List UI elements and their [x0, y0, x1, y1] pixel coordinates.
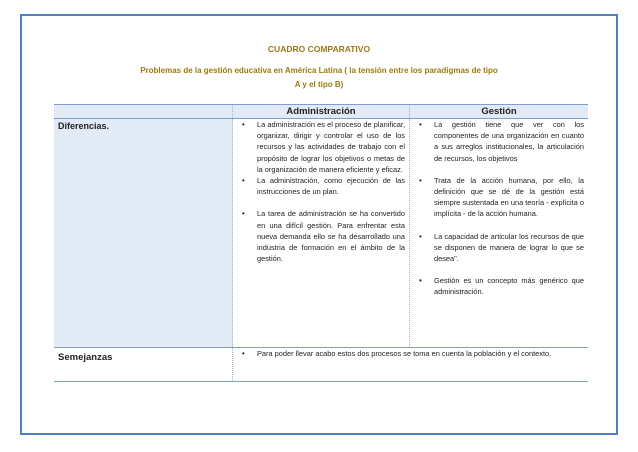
document-subtitle-line1: Problemas de la gestión educativa en América Latina ( la tensión entre los paradigmas de tipo — [140, 66, 498, 75]
semejanzas-list — [237, 348, 584, 359]
list-item: • La gestión tiene que ver con los componentes de una organización en cuanto a sus arreglos institucionales, la articulación de recursos, los objetivos — [414, 119, 584, 164]
semejanzas-cell — [233, 348, 589, 382]
gestion-list — [414, 119, 584, 298]
header-administracion: Administración — [233, 105, 410, 119]
header-gestion: Gestión — [410, 105, 589, 119]
list-item: • La tarea de administración se ha convertido en una difícil gestión. Para enfrentar esta nueva demanda ello se ha desarrollado una industria de formación en el ámbito de la gestión. — [237, 208, 405, 264]
list-item: • Gestión es un concepto más genérico que administración. — [414, 275, 584, 297]
list-item: • Trata de la acción humana, por ello, la definición que se dé de la gestión está siempre sustentada en una teoría - explícita o implícita - de la acción humana. — [414, 175, 584, 220]
row-label-diferencias: Diferencias. — [54, 119, 233, 348]
document-title: CUADRO COMPARATIVO — [267, 44, 371, 54]
list-item: • Para poder llevar acabo estos dos procesos se toma en cuenta la población y el contexto. — [237, 348, 584, 359]
comparison-table — [54, 104, 588, 382]
administracion-cell — [233, 119, 410, 348]
table-row-diferencias — [54, 119, 588, 348]
table-header-row — [54, 105, 588, 119]
document-subtitle-line2: A y el tipo B) — [294, 80, 344, 89]
table-row-semejanzas — [54, 348, 588, 382]
list-item: • La administración, como ejecución de las instrucciones de un plan. — [237, 175, 405, 197]
administracion-list — [237, 119, 405, 264]
header-empty-cell — [54, 105, 233, 119]
list-item: • La capacidad de articular los recursos de que se disponen de manera de lograr lo que se desea". — [414, 231, 584, 265]
gestion-cell — [410, 119, 589, 348]
list-item: • La administración es el proceso de planificar, organizar, dirigir y controlar el uso de los recursos y las actividades de trabajo con el propósito de lograr los objetivos o metas de la organización de manera eficiente y eficaz. — [237, 119, 405, 175]
row-label-semejanzas: Semejanzas — [54, 348, 233, 382]
